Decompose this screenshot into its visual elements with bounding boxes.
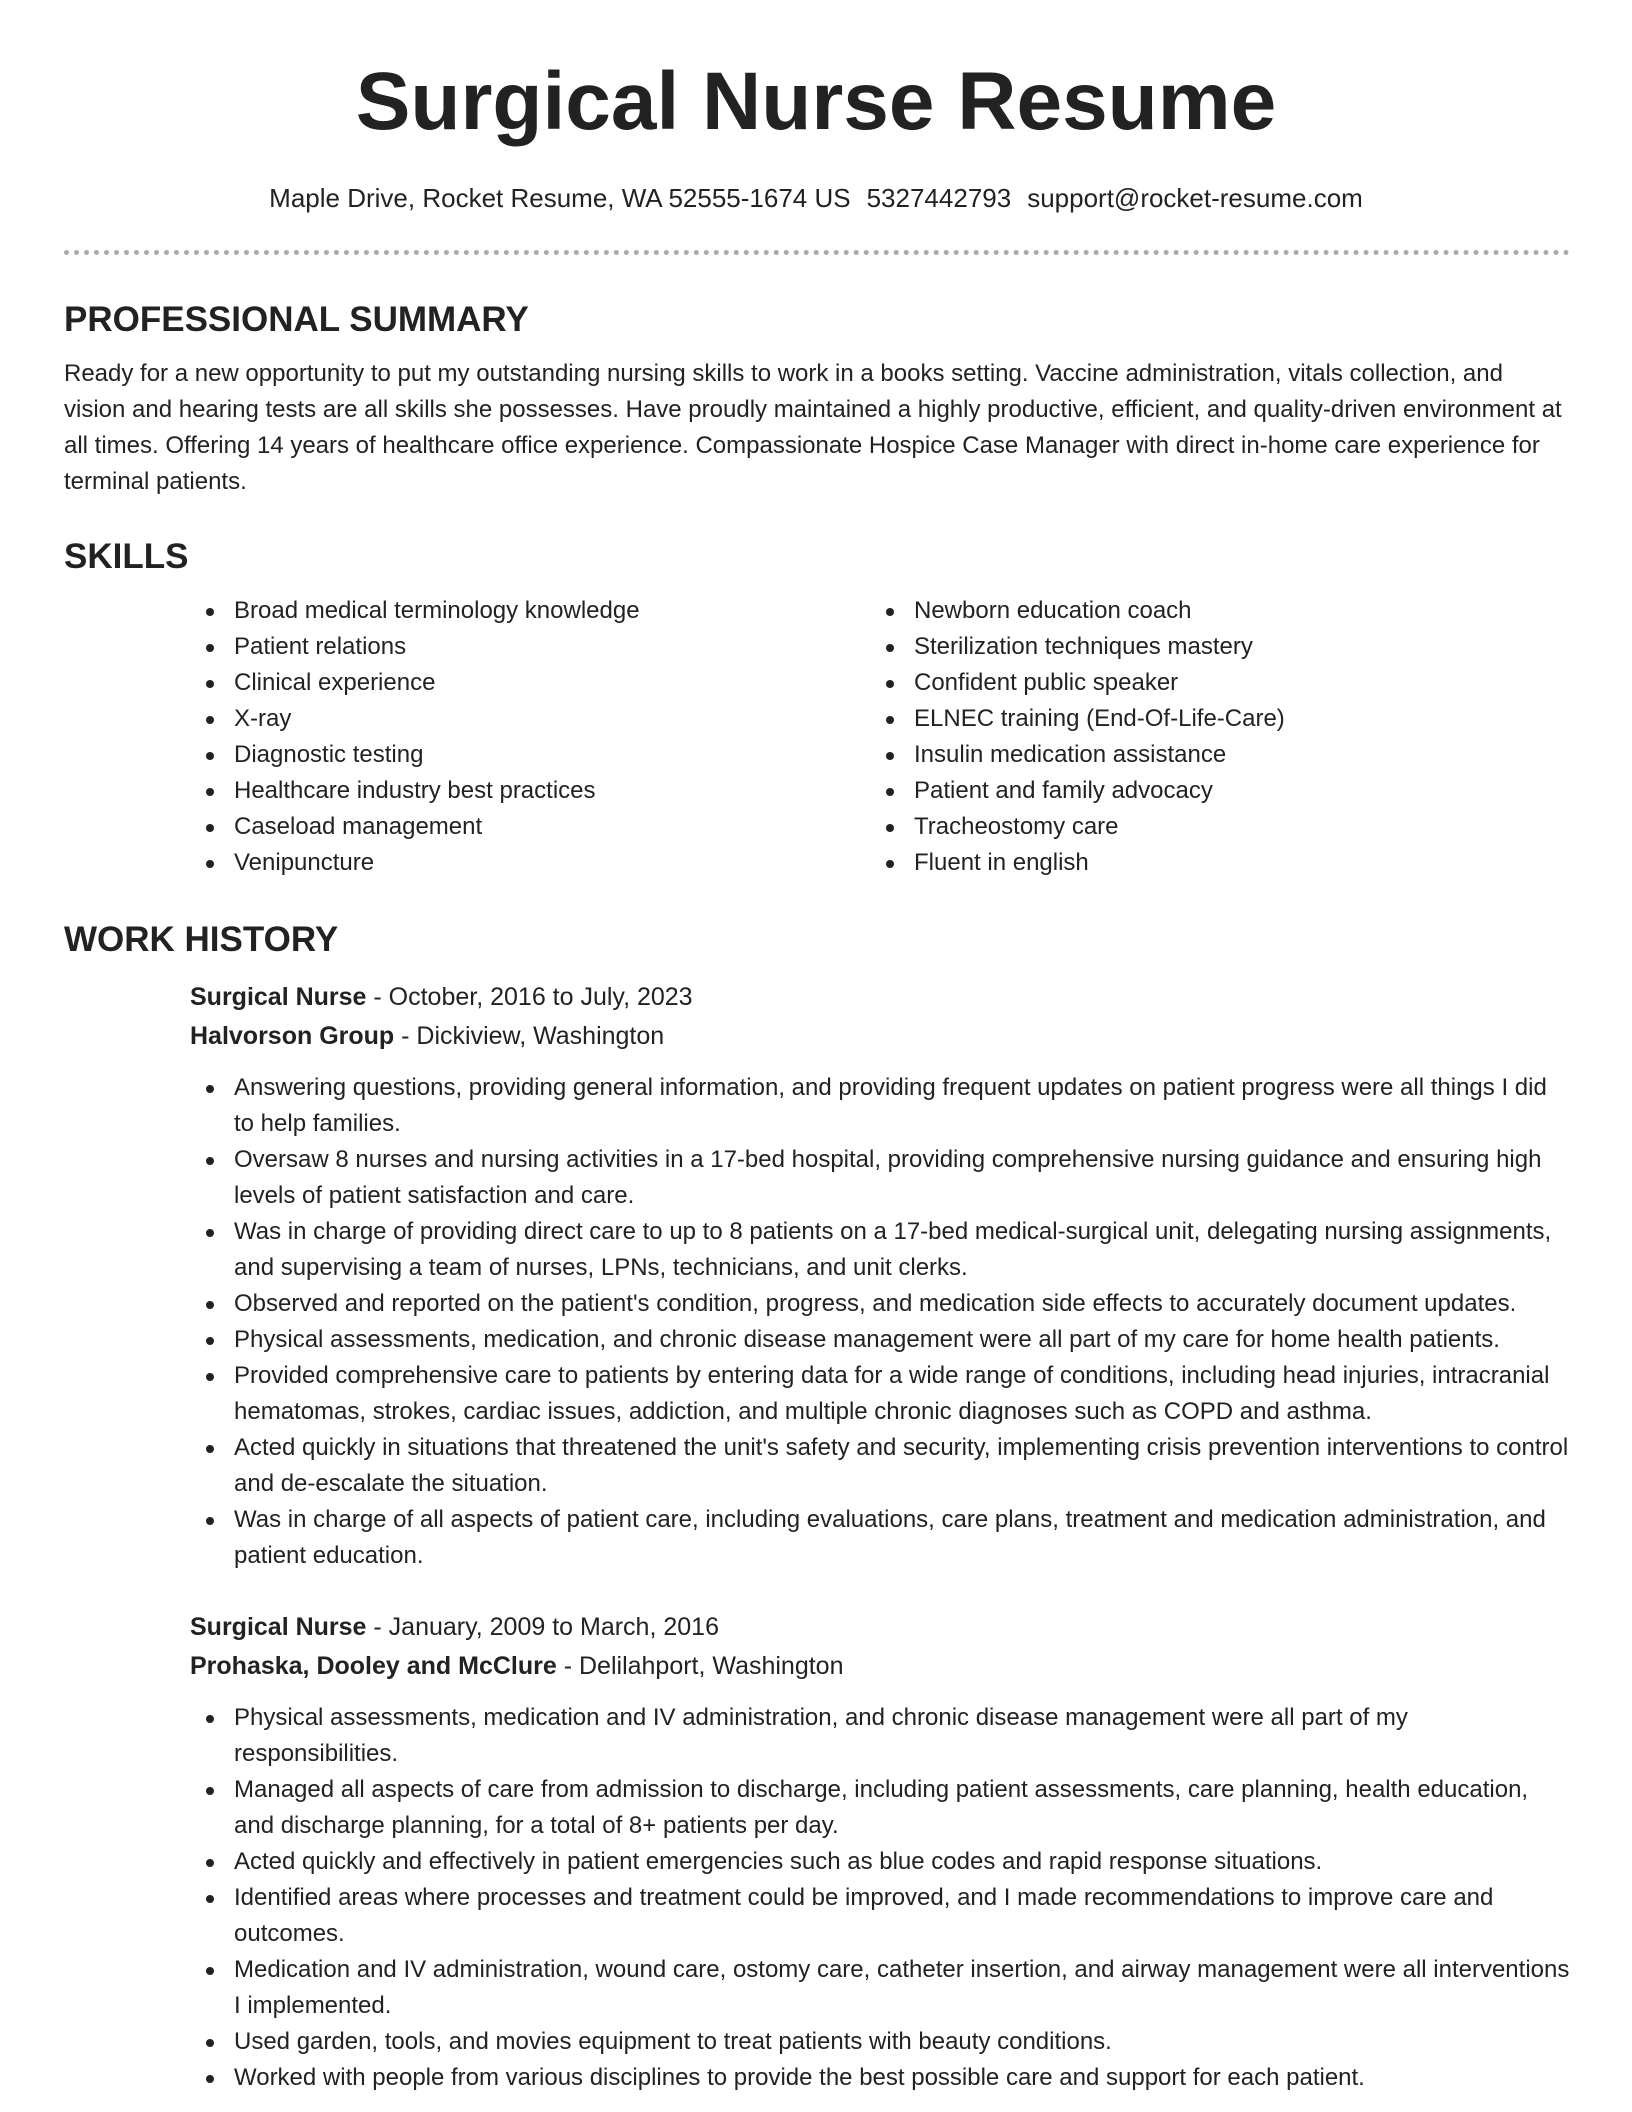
job-bullets — [190, 1700, 1570, 2096]
job-company: Halvorson Group — [190, 1022, 395, 1050]
job-entry — [190, 978, 1570, 1574]
job-dates: - October, 2016 to July, 2023 — [366, 983, 693, 1011]
job-bullet: Physical assessments, medication and IV administration, and chronic disease management were all part of my responsibilities. — [190, 1700, 1570, 1772]
header-divider — [64, 250, 1570, 255]
job-bullet: Provided comprehensive care to patients by entering data for a wide range of conditions, including head injuries, intracranial hematomas, strokes, cardiac issues, addiction, and multiple chronic diagnoses such as COPD and asthma. — [190, 1358, 1570, 1430]
job-bullet: Observed and reported on the patient's condition, progress, and medication side effects to accurately document updates. — [190, 1286, 1570, 1322]
job-company-line — [190, 1647, 1570, 1686]
skill-item: Patient and family advocacy — [870, 773, 1550, 809]
page-title: Surgical Nurse Resume — [355, 56, 1277, 147]
contact-phone: 5327442793 — [866, 183, 1012, 213]
skill-item: ELNEC training (End-Of-Life-Care) — [870, 701, 1550, 737]
skill-item: Clinical experience — [190, 665, 870, 701]
job-bullet: Used garden, tools, and movies equipment to treat patients with beauty conditions. — [190, 2024, 1570, 2060]
skills-right-column — [870, 593, 1550, 881]
skills-heading: SKILLS — [64, 537, 189, 576]
job-company-line — [190, 1017, 1570, 1056]
work-section — [64, 918, 1570, 2096]
job-bullet: Worked with people from various disciplines to provide the best possible care and support for each patient. — [190, 2060, 1570, 2096]
skill-item: Insulin medication assistance — [870, 737, 1550, 773]
contact-line — [0, 180, 1632, 216]
skill-item: Newborn education coach — [870, 593, 1550, 629]
job-bullet: Managed all aspects of care from admission to discharge, including patient assessments, care planning, health education, and discharge planning, for a total of 8+ patients per day. — [190, 1772, 1570, 1844]
job-bullet: Medication and IV administration, wound care, ostomy care, catheter insertion, and airway management were all interventions I implemented. — [190, 1952, 1570, 2024]
summary-heading: PROFESSIONAL SUMMARY — [64, 300, 529, 339]
job-bullet: Acted quickly in situations that threatened the unit's safety and security, implementing crisis prevention interventions to control and de-escalate the situation. — [190, 1430, 1570, 1502]
job-bullet: Acted quickly and effectively in patient emergencies such as blue codes and rapid response situations. — [190, 1844, 1570, 1880]
contact-email: support@rocket-resume.com — [1027, 183, 1363, 213]
skill-item: Fluent in english — [870, 845, 1550, 881]
skill-item: Diagnostic testing — [190, 737, 870, 773]
skill-item: Healthcare industry best practices — [190, 773, 870, 809]
skill-item: X-ray — [190, 701, 870, 737]
job-bullet: Was in charge of all aspects of patient care, including evaluations, care plans, treatment and medication administration, and patient education. — [190, 1502, 1570, 1574]
job-title-line — [190, 978, 1570, 1017]
summary-section — [64, 298, 1570, 500]
job-bullets — [190, 1070, 1570, 1574]
skill-item: Broad medical terminology knowledge — [190, 593, 870, 629]
work-heading: WORK HISTORY — [64, 920, 339, 959]
job-bullet: Identified areas where processes and treatment could be improved, and I made recommendations to improve care and outcomes. — [190, 1880, 1570, 1952]
job-role: Surgical Nurse — [190, 983, 367, 1011]
job-dates: - January, 2009 to March, 2016 — [366, 1613, 719, 1641]
skills-grid — [190, 593, 1570, 881]
job-bullet: Oversaw 8 nurses and nursing activities in a 17-bed hospital, providing comprehensive nursing guidance and ensuring high levels of patient satisfaction and care. — [190, 1142, 1570, 1214]
skill-item: Caseload management — [190, 809, 870, 845]
job-location: - Delilahport, Washington — [556, 1652, 844, 1680]
skill-item: Sterilization techniques mastery — [870, 629, 1550, 665]
skill-item: Patient relations — [190, 629, 870, 665]
job-bullet: Answering questions, providing general information, and providing frequent updates on patient progress were all things I did to help families. — [190, 1070, 1570, 1142]
job-role: Surgical Nurse — [190, 1613, 367, 1641]
job-title-line — [190, 1608, 1570, 1647]
skill-item: Confident public speaker — [870, 665, 1550, 701]
skill-item: Venipuncture — [190, 845, 870, 881]
skills-left-column — [190, 593, 870, 881]
contact-address: Maple Drive, Rocket Resume, WA 52555-1674 US — [269, 183, 851, 213]
job-entry — [190, 1608, 1570, 2096]
skills-section — [64, 535, 1570, 881]
summary-text: Ready for a new opportunity to put my outstanding nursing skills to work in a books setting. Vaccine administration, vitals collection, and vision and hearing tests are all skills she possesses. Have proudly maintained a highly productive, efficient, and quality-driven environment at all times. Offering 14 years of healthcare office experience. Compassionate Hospice Case Manager with direct in-home care experience for terminal patients. — [64, 360, 1562, 495]
skill-item: Tracheostomy care — [870, 809, 1550, 845]
job-location: - Dickiview, Washington — [394, 1022, 665, 1050]
job-bullet: Physical assessments, medication, and chronic disease management were all part of my care for home health patients. — [190, 1322, 1570, 1358]
job-company: Prohaska, Dooley and McClure — [190, 1652, 557, 1680]
job-bullet: Was in charge of providing direct care to up to 8 patients on a 17-bed medical-surgical unit, delegating nursing assignments, and supervising a team of nurses, LPNs, technicians, and unit clerks. — [190, 1214, 1570, 1286]
